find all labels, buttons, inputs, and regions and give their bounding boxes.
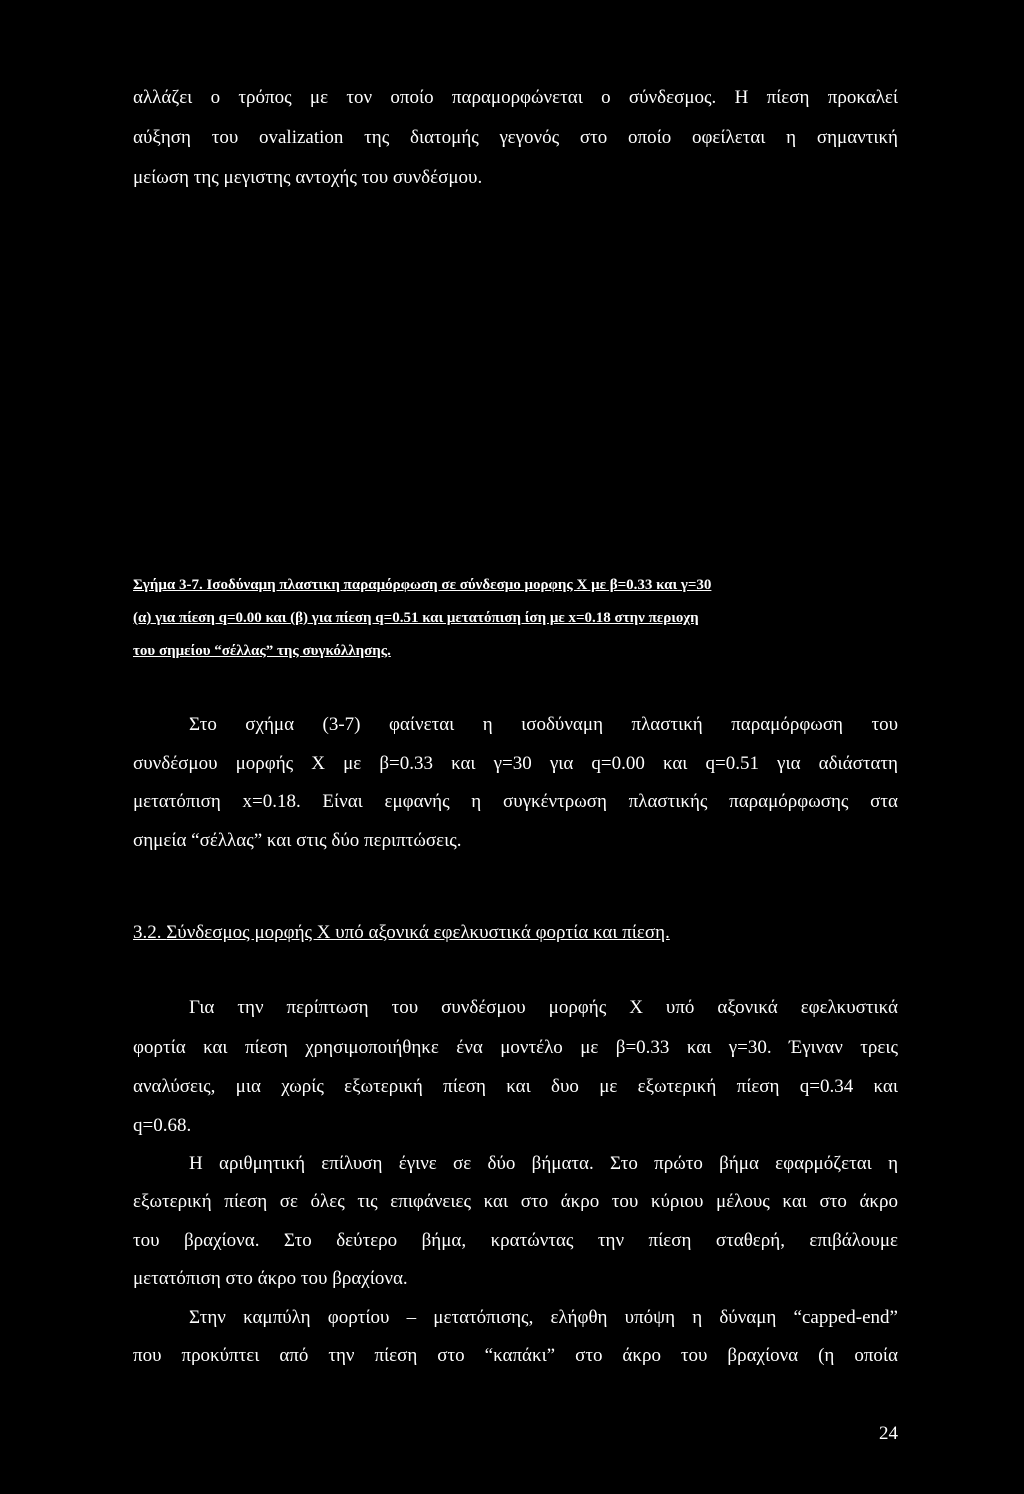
section-number: 3.2. [133,922,162,943]
intro-line: μείωση της μεγιστης αντοχής του συνδέσμου. [133,167,483,188]
paragraph-line: Η αριθμητική επίλυση έγινε σε δύο βήματα. Στο πρώτο βήμα εφαρμόζεται η [189,1153,898,1174]
section-heading [133,921,670,945]
intro-line: αλλάζει ο τρόπος με τον οποίο παραμορφώνεται ο σύνδεσμος. Η πίεση προκαλεί [133,87,898,108]
section-title: Σύνδεσμος μορφής Χ υπό αξονικά εφελκυστικά φορτία και πίεση. [166,922,670,943]
figure-area [133,200,898,560]
paragraph-line: σημεία “σέλλας” και στις δύο περιπτώσεις. [133,830,462,851]
paragraph-line: μετατόπιση x=0.18. Είναι εμφανής η συγκέντρωση πλαστικής παραμόρφωσης στα [133,791,898,812]
figure-caption-line: (α) για πίεση q=0.00 και (β) για πίεση q=0.51 και μετατόπιση ίση με x=0.18 στην περιοχη [133,610,699,626]
paragraph-line: εξωτερική πίεση σε όλες τις επιφάνειες και στο άκρο του κύριου μέλους και στο άκρο [133,1191,898,1212]
paragraph-line: που προκύπτει από την πίεση στο “καπάκι” στο άκρο του βραχίονα (η οποία [133,1345,898,1366]
paragraph-line: αναλύσεις, μια χωρίς εξωτερική πίεση και δυο με εξωτερική πίεση q=0.34 και [133,1076,898,1097]
paragraph-line: μετατόπιση στο άκρο του βραχίονα. [133,1268,408,1289]
paragraph-line: Στην καμπύλη φορτίου – μετατόπισης, ελήφθη υπόψη η δύναμη “capped-end” [189,1307,898,1328]
paragraph-line: του βραχίονα. Στο δεύτερο βήμα, κρατώντας την πίεση σταθερή, επιβάλουμε [133,1230,898,1251]
paragraph-line: συνδέσμου μορφής Χ με β=0.33 και γ=30 για q=0.00 και q=0.51 για αδιάστατη [133,753,898,774]
paragraph-line: Στο σχήμα (3-7) φαίνεται η ισοδύναμη πλαστική παραμόρφωση του [189,714,898,735]
paragraph-line: Για την περίπτωση του συνδέσμου μορφής Χ υπό αξονικά εφελκυστικά [189,997,898,1018]
figure-caption-line: Σγήμα 3-7. Ισοδύναμη πλαστικη παραμόρφωση σε σύνδεσμο μορφης Χ με β=0.33 και γ=30 [133,577,712,593]
paragraph-line: φορτία και πίεση χρησιμοποιήθηκε ένα μοντέλο με β=0.33 και γ=30. Έγιναν τρεις [133,1037,898,1058]
figure-caption-line: του σημείου “σέλλας” της συγκόλλησης. [133,643,391,659]
paragraph-line: q=0.68. [133,1115,192,1136]
intro-line: αύξηση του ovalization της διατομής γεγονός στο οποίο οφείλεται η σημαντική [133,127,898,148]
page-number: 24 [879,1423,898,1444]
